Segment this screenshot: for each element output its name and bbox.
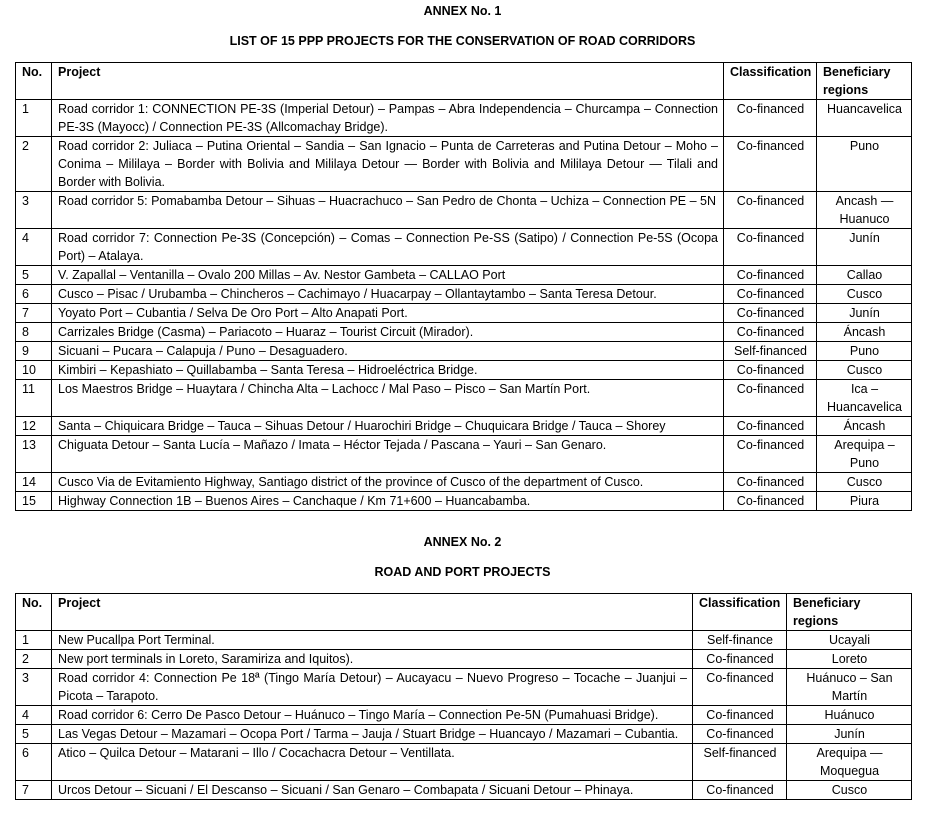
row-number: 5 [16, 266, 52, 285]
row-project: Highway Connection 1B – Buenos Aires – Canchaque / Km 71+600 – Huancabamba. [52, 492, 724, 511]
row-number: 7 [16, 304, 52, 323]
row-number: 13 [16, 436, 52, 473]
row-classification: Co-financed [724, 380, 817, 417]
row-number: 15 [16, 492, 52, 511]
row-project: Cusco Via de Evitamiento Highway, Santiago district of the province of Cusco of the department of Cusco. [52, 473, 724, 492]
header-regions: Beneficiary regions [817, 63, 912, 100]
row-regions: Ancash — Huanuco [817, 192, 912, 229]
row-regions: Arequipa — Moquegua [787, 744, 912, 781]
table-row [16, 266, 912, 285]
row-regions: Cusco [817, 285, 912, 304]
row-classification: Co-financed [724, 266, 817, 285]
row-classification: Co-financed [693, 669, 787, 706]
annex1-header-row [16, 63, 912, 100]
row-number: 1 [16, 631, 52, 650]
row-regions: Loreto [787, 650, 912, 669]
row-classification: Co-financed [724, 492, 817, 511]
table-row [16, 137, 912, 192]
table-row [16, 100, 912, 137]
row-project: Carrizales Bridge (Casma) – Pariacoto – Huaraz – Tourist Circuit (Mirador). [52, 323, 724, 342]
row-classification: Co-financed [693, 706, 787, 725]
header-project: Project [52, 594, 693, 631]
row-regions: Cusco [817, 361, 912, 380]
table-row [16, 669, 912, 706]
row-regions: Huánuco – San Martín [787, 669, 912, 706]
row-regions: Huánuco [787, 706, 912, 725]
table-row [16, 342, 912, 361]
row-project: New port terminals in Loreto, Saramiriza and Iquitos). [52, 650, 693, 669]
table-row [16, 631, 912, 650]
row-number: 10 [16, 361, 52, 380]
row-number: 12 [16, 417, 52, 436]
row-regions: Junín [817, 304, 912, 323]
table-row [16, 436, 912, 473]
row-number: 7 [16, 781, 52, 800]
row-regions: Huancavelica [817, 100, 912, 137]
header-no: No. [16, 63, 52, 100]
row-classification: Co-financed [724, 323, 817, 342]
row-project: Atico – Quilca Detour – Matarani – Illo / Cocachacra Detour – Ventillata. [52, 744, 693, 781]
table-row [16, 725, 912, 744]
row-classification: Co-financed [724, 137, 817, 192]
row-number: 3 [16, 669, 52, 706]
row-regions: Puno [817, 137, 912, 192]
row-project: Road corridor 5: Pomabamba Detour – Sihuas – Huacrachuco – San Pedro de Chonta – Uchiza – Connection PE – 5N [52, 192, 724, 229]
row-project: Cusco – Pisac / Urubamba – Chincheros – Cachimayo / Huacarpay – Ollantaytambo – Santa Teresa Detour. [52, 285, 724, 304]
header-no: No. [16, 594, 52, 631]
table-row [16, 781, 912, 800]
annex1-title: ANNEX No. 1 [423, 4, 502, 18]
table-row [16, 192, 912, 229]
table-row [16, 744, 912, 781]
row-classification: Co-financed [724, 229, 817, 266]
row-number: 8 [16, 323, 52, 342]
table-row [16, 323, 912, 342]
row-regions: Ica – Huancavelica [817, 380, 912, 417]
table-row [16, 706, 912, 725]
header-classification: Classification [693, 594, 787, 631]
annex2-title: ANNEX No. 2 [423, 535, 502, 549]
row-number: 1 [16, 100, 52, 137]
table-row [16, 380, 912, 417]
row-regions: Áncash [817, 417, 912, 436]
row-regions: Áncash [817, 323, 912, 342]
row-regions: Junín [787, 725, 912, 744]
row-classification: Co-financed [693, 725, 787, 744]
table-row [16, 417, 912, 436]
annex1-subtitle: LIST OF 15 PPP PROJECTS FOR THE CONSERVATION OF ROAD CORRIDORS [229, 34, 696, 48]
row-number: 3 [16, 192, 52, 229]
annex2-subtitle: ROAD AND PORT PROJECTS [374, 565, 551, 579]
row-number: 2 [16, 137, 52, 192]
row-number: 11 [16, 380, 52, 417]
table-row [16, 285, 912, 304]
row-classification: Co-financed [724, 361, 817, 380]
row-project: New Pucallpa Port Terminal. [52, 631, 693, 650]
row-project: Road corridor 7: Connection Pe-3S (Concepción) – Comas – Connection Pe-SS (Satipo) / Connection Pe-5S (Ocopa Port) – Atalaya. [52, 229, 724, 266]
row-regions: Cusco [787, 781, 912, 800]
row-classification: Co-financed [724, 436, 817, 473]
row-regions: Junín [817, 229, 912, 266]
row-project: Road corridor 4: Connection Pe 18ª (Tingo María Detour) – Aucayacu – Nuevo Progreso – Tocache – Juanjui – Picota – Tarapoto. [52, 669, 693, 706]
row-number: 14 [16, 473, 52, 492]
row-project: Las Vegas Detour – Mazamari – Ocopa Port / Tarma – Jauja / Stuart Bridge – Huancayo / Mazamari – Cubantia. [52, 725, 693, 744]
table-row [16, 361, 912, 380]
annex1-table [15, 62, 912, 511]
row-classification: Co-financed [693, 781, 787, 800]
row-classification: Co-financed [724, 473, 817, 492]
row-classification: Self-finance [693, 631, 787, 650]
row-number: 6 [16, 285, 52, 304]
table-row [16, 492, 912, 511]
table-row [16, 473, 912, 492]
table-row [16, 304, 912, 323]
row-number: 9 [16, 342, 52, 361]
row-project: Road corridor 1: CONNECTION PE-3S (Imperial Detour) – Pampas – Abra Independencia – Churcampa – Connection PE-3S (Mayocc) / Connection PE-3S (Allcomachay Bridge). [52, 100, 724, 137]
table-row [16, 650, 912, 669]
header-classification: Classification [724, 63, 817, 100]
row-regions: Cusco [817, 473, 912, 492]
row-regions: Ucayali [787, 631, 912, 650]
row-classification: Co-financed [724, 417, 817, 436]
row-classification: Co-financed [724, 100, 817, 137]
row-project: Yoyato Port – Cubantia / Selva De Oro Port – Alto Anapati Port. [52, 304, 724, 323]
table-row [16, 229, 912, 266]
annex2-header-row [16, 594, 912, 631]
row-project: Santa – Chiquicara Bridge – Tauca – Sihuas Detour / Huarochiri Bridge – Chuquicara Bridge / Tauca – Shorey [52, 417, 724, 436]
row-classification: Self-financed [693, 744, 787, 781]
row-project: Los Maestros Bridge – Huaytara / Chincha Alta – Lachocc / Mal Paso – Pisco – San Martín Port. [52, 380, 724, 417]
row-number: 2 [16, 650, 52, 669]
row-classification: Co-financed [724, 285, 817, 304]
row-project: Sicuani – Pucara – Calapuja / Puno – Desaguadero. [52, 342, 724, 361]
row-project: Kimbiri – Kepashiato – Quillabamba – Santa Teresa – Hidroeléctrica Bridge. [52, 361, 724, 380]
row-project: Urcos Detour – Sicuani / El Descanso – Sicuani / San Genaro – Combapata / Sicuani Detour – Phinaya. [52, 781, 693, 800]
row-classification: Co-financed [724, 192, 817, 229]
row-classification: Co-financed [724, 304, 817, 323]
row-number: 4 [16, 229, 52, 266]
row-number: 5 [16, 725, 52, 744]
row-classification: Self-financed [724, 342, 817, 361]
row-number: 6 [16, 744, 52, 781]
header-project: Project [52, 63, 724, 100]
row-number: 4 [16, 706, 52, 725]
row-regions: Puno [817, 342, 912, 361]
row-classification: Co-financed [693, 650, 787, 669]
row-regions: Callao [817, 266, 912, 285]
row-project: Road corridor 2: Juliaca – Putina Oriental – Sandia – San Ignacio – Punta de Carreteras and Putina Detour – Moho – Conima – Mililaya – Border with Bolivia and Mililaya Detour — Border with Bolivia and Mililaya Detour — Tilali and Border with Bolivia. [52, 137, 724, 192]
row-project: Chiguata Detour – Santa Lucía – Mañazo / Imata – Héctor Tejada / Pascana – Yauri – San Genaro. [52, 436, 724, 473]
row-regions: Piura [817, 492, 912, 511]
annex2-table [15, 593, 912, 800]
header-regions: Beneficiary regions [787, 594, 912, 631]
row-regions: Arequipa – Puno [817, 436, 912, 473]
row-project: Road corridor 6: Cerro De Pasco Detour – Huánuco – Tingo María – Connection Pe-5N (Pumahuasi Bridge). [52, 706, 693, 725]
row-project: V. Zapallal – Ventanilla – Ovalo 200 Millas – Av. Nestor Gambeta – CALLAO Port [52, 266, 724, 285]
